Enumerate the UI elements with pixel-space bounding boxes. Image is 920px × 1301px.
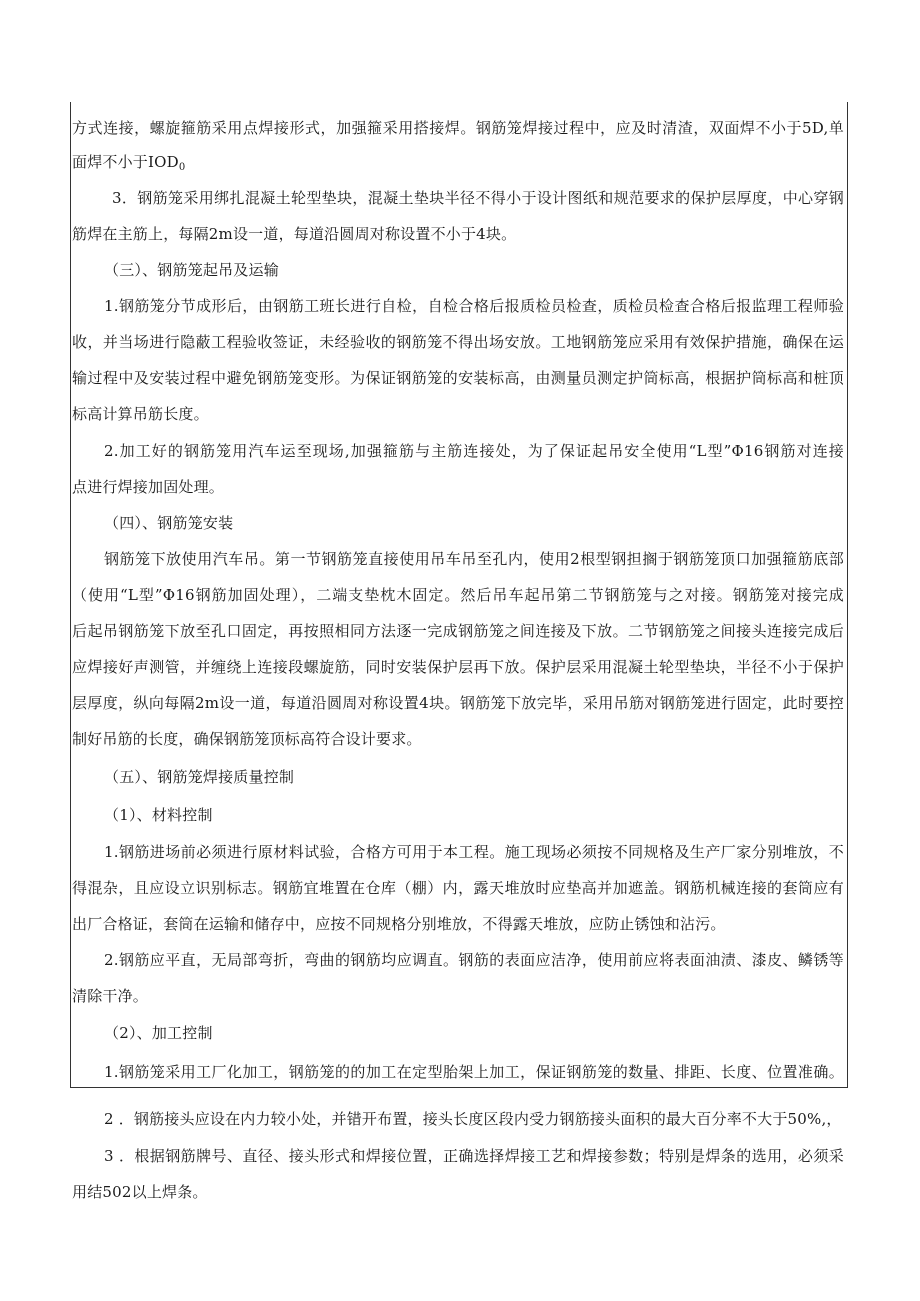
subsection-heading: （2）、加工控制 [104,1024,213,1042]
text-line: 3．钢筋笼采用绑扎混凝土轮型垫块，混凝土垫块半径不得小于设计图纸和规范要求的保护层厚度，中心穿钢 [112,189,844,207]
text-line: 得混杂，且应设立识别标志。钢筋宜堆置在仓库（棚）内，露天堆放时应垫高并加遮盖。钢筋机械连接的套筒应有 [72,879,844,897]
text-line: 钢筋笼下放使用汽车吊。第一节钢筋笼直接使用吊车吊至孔内，使用2根型钢担搁于钢筋笼顶口加强箍筋底部 [104,550,844,568]
text-line: 方式连接，螺旋箍筋采用点焊接形式，加强箍采用搭接焊。钢筋笼焊接过程中，应及时清渣，双面焊不小于5D,单 [72,119,844,137]
text-line [72,152,185,178]
text-line: 点进行焊接加固处理。 [72,478,225,496]
text-line: 后起吊钢筋笼下放至孔口固定，再按照相同方法逐一完成钢筋笼之间连接及下放。二节钢筋笼之间接头连接完成后 [72,622,844,640]
text-line: 层厚度，纵向每隔2m设一道，每道沿圆周对称设置4块。钢筋笼下放完毕，采用吊筋对钢筋笼进行固定，此时要控 [72,694,844,712]
text-line: 1.钢筋笼分节成形后，由钢筋工班长进行自检，自检合格后报质检员检查，质检员检查合格后报监理工程师验 [104,297,844,315]
text-line: 1.钢筋进场前必须进行原材料试验，合格方可用于本工程。施工现场必须按不同规格及生产厂家分别堆放，不 [104,843,844,861]
text-line: 2 ．钢筋接头应设在内力较小处，并错开布置，接头长度区段内受力钢筋接头面积的最大百分率不大于50%,， [104,1110,842,1128]
text-line: 制好吊筋的长度，确保钢筋笼顶标高符合设计要求。 [72,730,422,748]
text-line: 3 ．根据钢筋牌号、直径、接头形式和焊接位置，正确选择焊接工艺和焊接参数；特别是焊条的选用，必须采 [104,1147,844,1165]
text-line: 筋焊在主筋上，每隔2m设一道，每道沿圆周对称设置不小于4块。 [72,225,517,243]
text-line: 标高计算吊筋长度。 [72,405,209,423]
text-line: 2.钢筋应平直，无局部弯折，弯曲的钢筋均应调直。钢筋的表面应洁净，使用前应将表面油渍、漆皮、鳞锈等 [104,951,844,969]
text-line: 1.钢筋笼采用工厂化加工，钢筋笼的的加工在定型胎架上加工，保证钢筋笼的数量、排距、长度、位置准确。 [104,1063,844,1081]
text-line: 用结502以上焊条。 [72,1183,208,1201]
text-line: 2.加工好的钢筋笼用汽车运至现场,加强箍筋与主筋连接处，为了保证起吊安全使用“L型”Φ16钢筋对连接 [104,442,844,460]
text-line: 收，并当场进行隐蔽工程验收签证，未经验收的钢筋笼不得出场安放。工地钢筋笼应采用有效保护措施，确保在运 [72,333,844,351]
text-line-main: 面焊不小于IOD [72,153,179,171]
text-line: （使用“L型”Φ16钢筋加固处理），二端支垫枕木固定。然后吊车起吊第二节钢筋笼与之对接。钢筋笼对接完成 [72,586,844,604]
section-heading: （五）、钢筋笼焊接质量控制 [104,768,295,786]
section-heading: （四）、钢筋笼安装 [104,514,234,532]
text-line: 清除干净。 [72,987,149,1005]
text-line: 输过程中及安装过程中避免钢筋笼变形。为保证钢筋笼的安装标高，由测量员测定护筒标高，根据护筒标高和桩顶 [72,369,844,387]
text-line: 出厂合格证，套筒在运输和储存中，应按不同规格分别堆放，不得露天堆放，应防止锈蚀和沾污。 [72,915,726,933]
section-heading: （三）、钢筋笼起吊及运输 [104,261,279,279]
subscript: 0 [178,162,186,173]
subsection-heading: （1）、材料控制 [104,806,213,824]
text-line: 应焊接好声测管，并缠绕上连接段螺旋筋，同时安装保护层再下放。保护层采用混凝土轮型垫块，半径不小于保护 [72,658,844,676]
